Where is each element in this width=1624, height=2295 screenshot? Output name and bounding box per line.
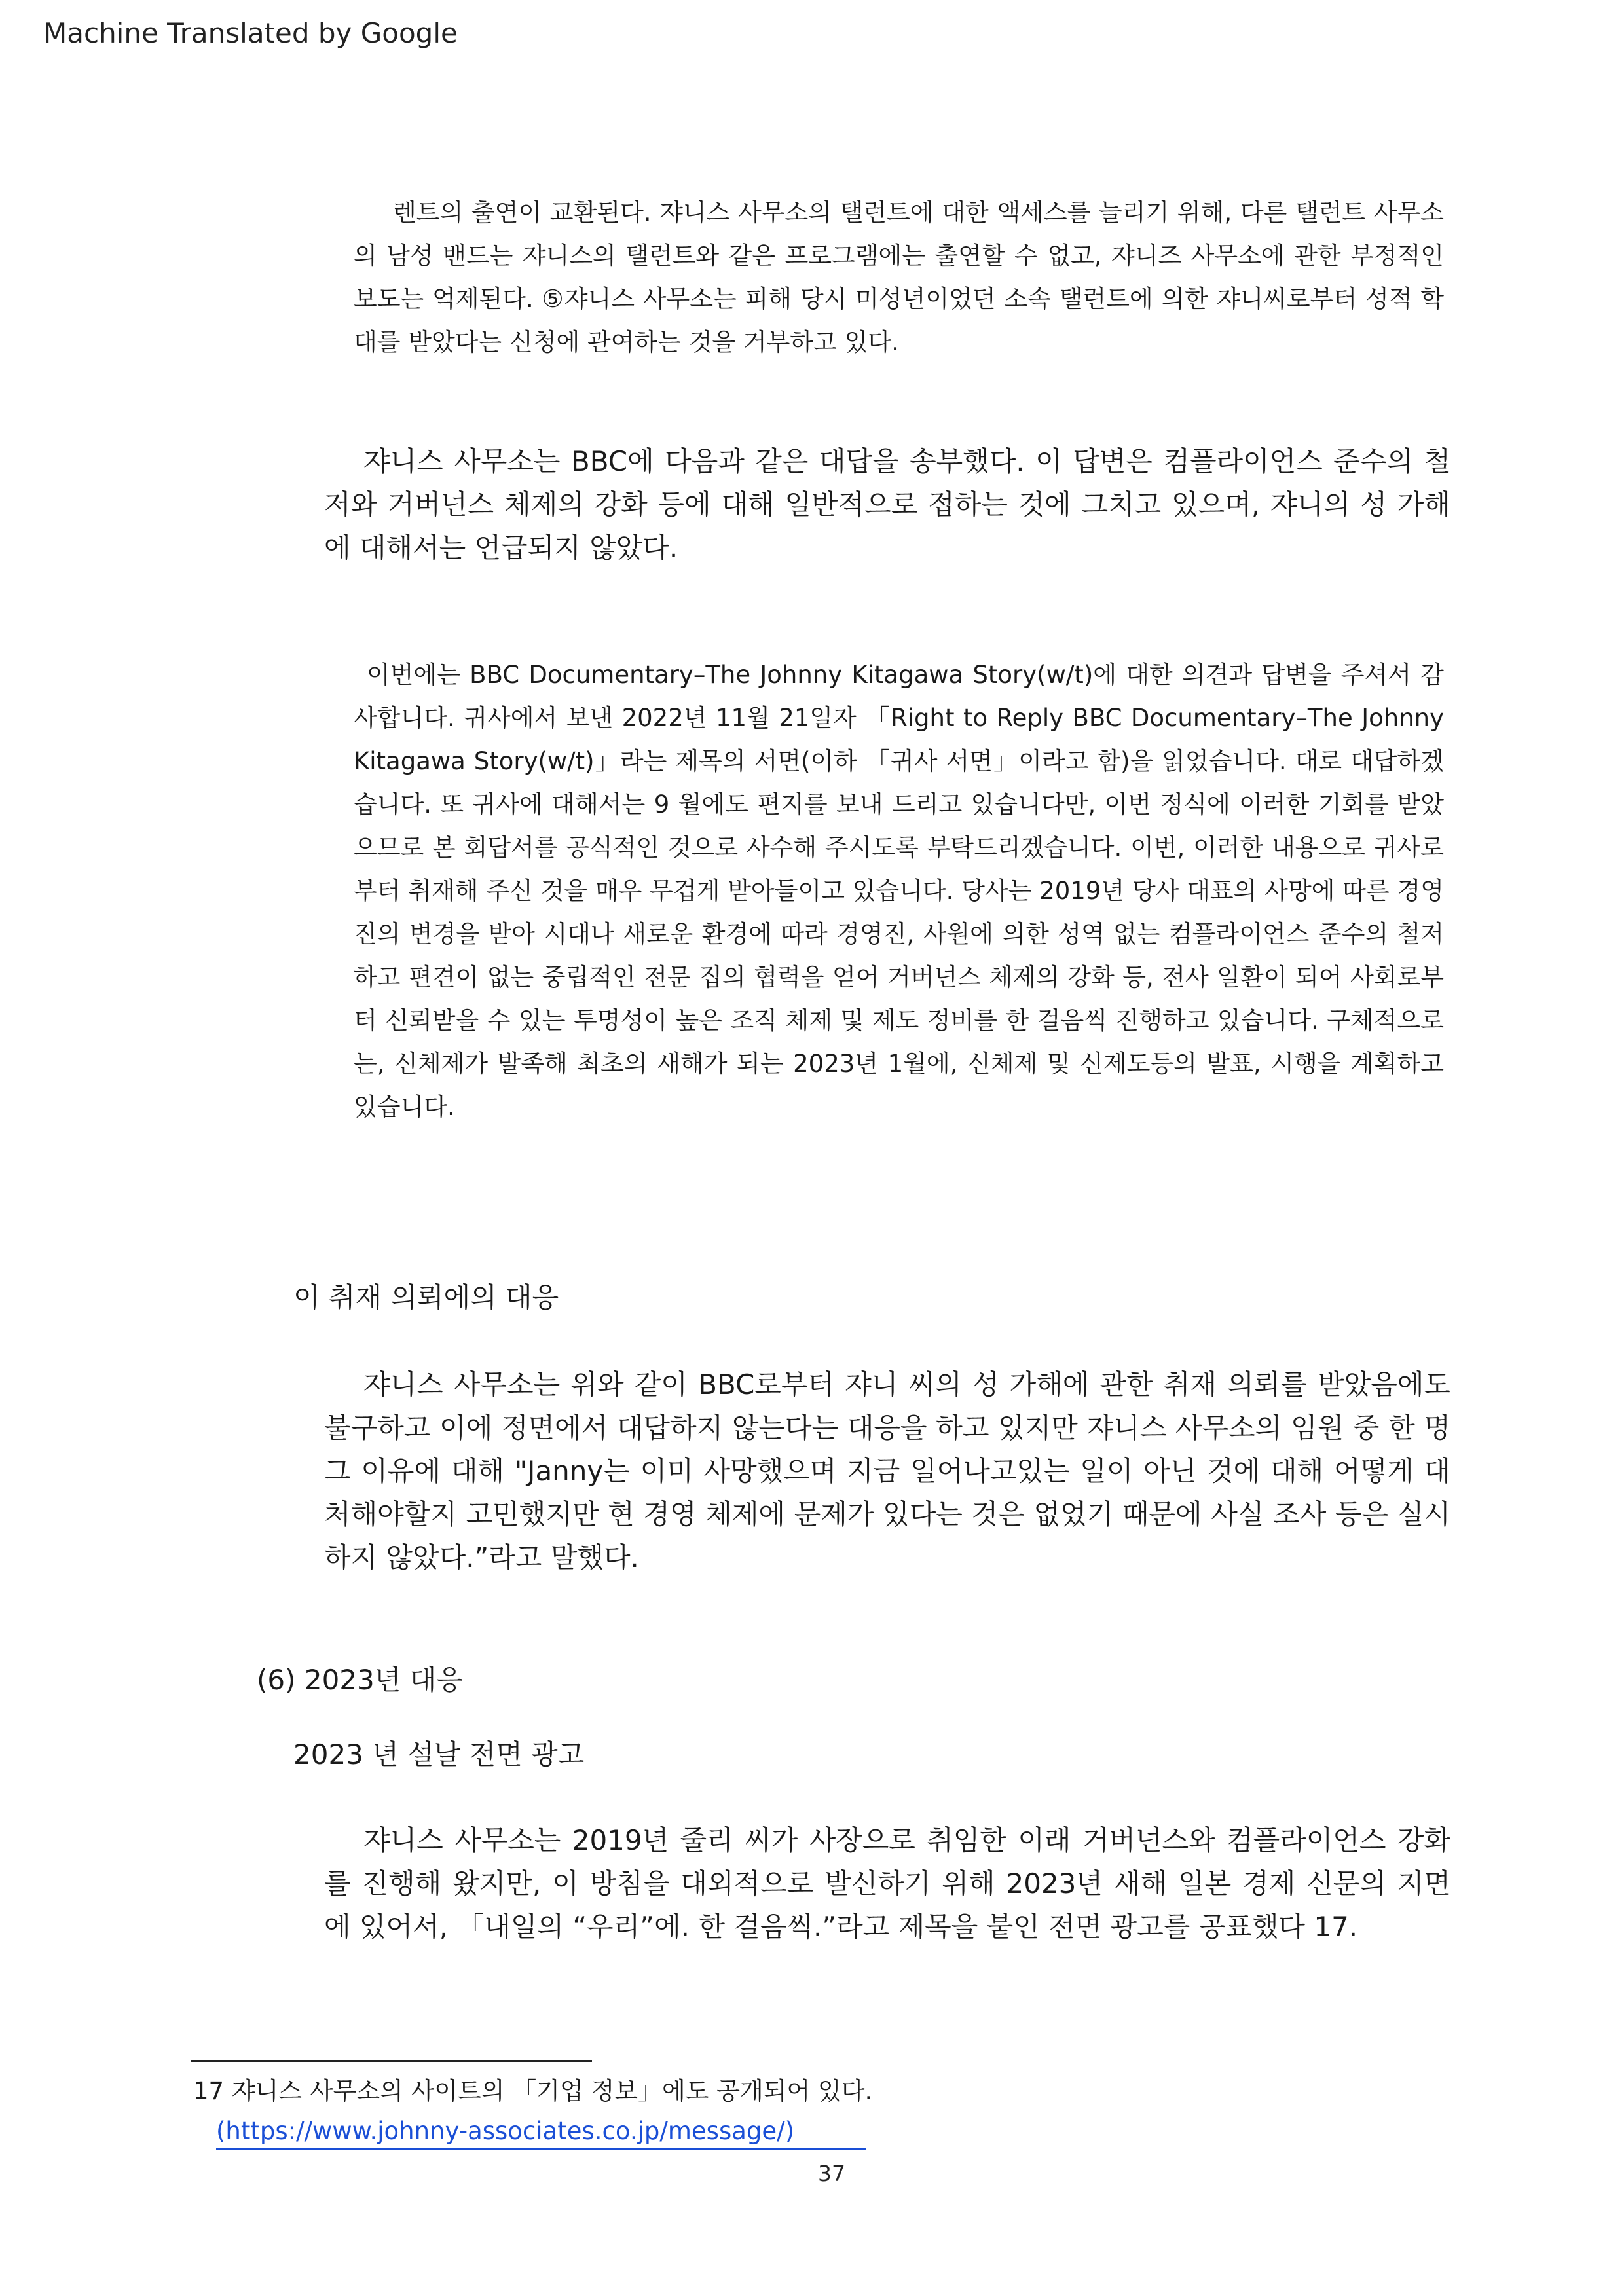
machine-translation-header: Machine Translated by Google xyxy=(43,17,458,49)
footnote-divider xyxy=(191,2060,592,2062)
page-number: 37 xyxy=(818,2161,845,2186)
body-paragraph-1: 쟈니스 사무소는 BBC에 다음과 같은 대답을 송부했다. 이 답변은 컴플라이언스 준수의 철저와 거버넌스 체제의 강화 등에 대해 일반적으로 접하는 것에 그치고 있으며, 쟈니의 성 가해에 대해서는 언급되지 않았다. xyxy=(324,445,1450,564)
footnote-link[interactable]: (https://www.johnny-associates.co.jp/message/) xyxy=(216,2115,866,2150)
footnote-text: 17 쟈니스 사무소의 사이트의 「기업 정보」에도 공개되어 있다. xyxy=(193,2077,873,2105)
subsection-heading-new-year-ad: 2023 년 설날 전면 광고 xyxy=(293,1738,585,1771)
body-paragraph-3: 쟈니스 사무소는 2019년 줄리 씨가 사장으로 취임한 이래 거버넌스와 컴플라이언스 강화를 진행해 왔지만, 이 방침을 대외적으로 발신하기 위해 2023년 새해 일본 경제 신문의 지면 에 있어서, 「내일의 “우리”에. 한 걸음씩.”라고 제목을 붙인 전면 광고를 공표했다 17. xyxy=(324,1824,1450,1943)
section-heading-2023-response: (6) 2023년 대응 xyxy=(257,1664,463,1696)
section-heading-interview-response: 이 취재 의뢰에의 대응 xyxy=(293,1281,559,1313)
quote-block-2: 이번에는 BBC Documentary–The Johnny Kitagawa Story(w/t)에 대한 의견과 답변을 주셔서 감사합니다. 귀사에서 보낸 2022년 11월 21일자 「Right to Reply BBC Documentary–The Johnny Kitagawa Story(w/t)」라는 제목의 서면(이하 「귀사 서면」이라고 함)을 읽었습니다. 대로 대답하겠습니다. 또 귀사에 대해서는 9 월에도 편지를 보내 드리고 있습니다만, 이번 정식에 이러한 기회를 받았으므로 본 회답서를 공식적인 것으로 사수해 주시도록 부탁드리겠습니다. 이번, 이러한 내용으로 귀사로부터 취재해 주신 것을 매우 무겁게 받아들이고 있습니다. 당사는 2019년 당사 대표의 사망에 따른 경영진의 변경을 받아 시대나 새로운 환경에 따라 경영진, 사원에 의한 성역 없는 컴플라이언스 준수의 철저하고 편견이 없는 중립적인 전문 집의 협력을 얻어 거버넌스 체제의 강화 등, 전사 일환이 되어 사회로부터 신뢰받을 수 있는 투명성이 높은 조직 체제 및 제도 정비를 한 걸음씩 진행하고 있습니다. 구체적으로는, 신체제가 발족해 최초의 새해가 되는 2023년 1월에, 신체제 및 신제도등의 발표, 시행을 계획하고 있습니다. xyxy=(354,661,1444,1121)
body-paragraph-2: 쟈니스 사무소는 위와 같이 BBC로부터 쟈니 씨의 성 가해에 관한 취재 의뢰를 받았음에도 불구하고 이에 정면에서 대답하지 않는다는 대응을 하고 있지만 쟈니스 사무소의 임원 중 한 명 그 이유에 대해 "Janny는 이미 사망했으며 지금 일어나고있는 일이 아닌 것에 대해 어떻게 대처해야할지 고민했지만 현 경영 체제에 문제가 있다는 것은 없었기 때문에 사실 조사 등은 실시하지 않았다.”라고 말했다. xyxy=(324,1368,1450,1573)
quote-block-1: 렌트의 출연이 교환된다. 쟈니스 사무소의 탤런트에 대한 액세스를 늘리기 위해, 다른 탤런트 사무소의 남성 밴드는 쟈니스의 탤런트와 같은 프로그램에는 출연할 수 없고, 쟈니즈 사무소에 관한 부정적인 보도는 억제된다. ⑤쟈니스 사무소는 피해 당시 미성년이었던 소속 탤런트에 의한 쟈니씨로부터 성적 학대를 받았다는 신청에 관여하는 것을 거부하고 있다. xyxy=(354,198,1444,356)
